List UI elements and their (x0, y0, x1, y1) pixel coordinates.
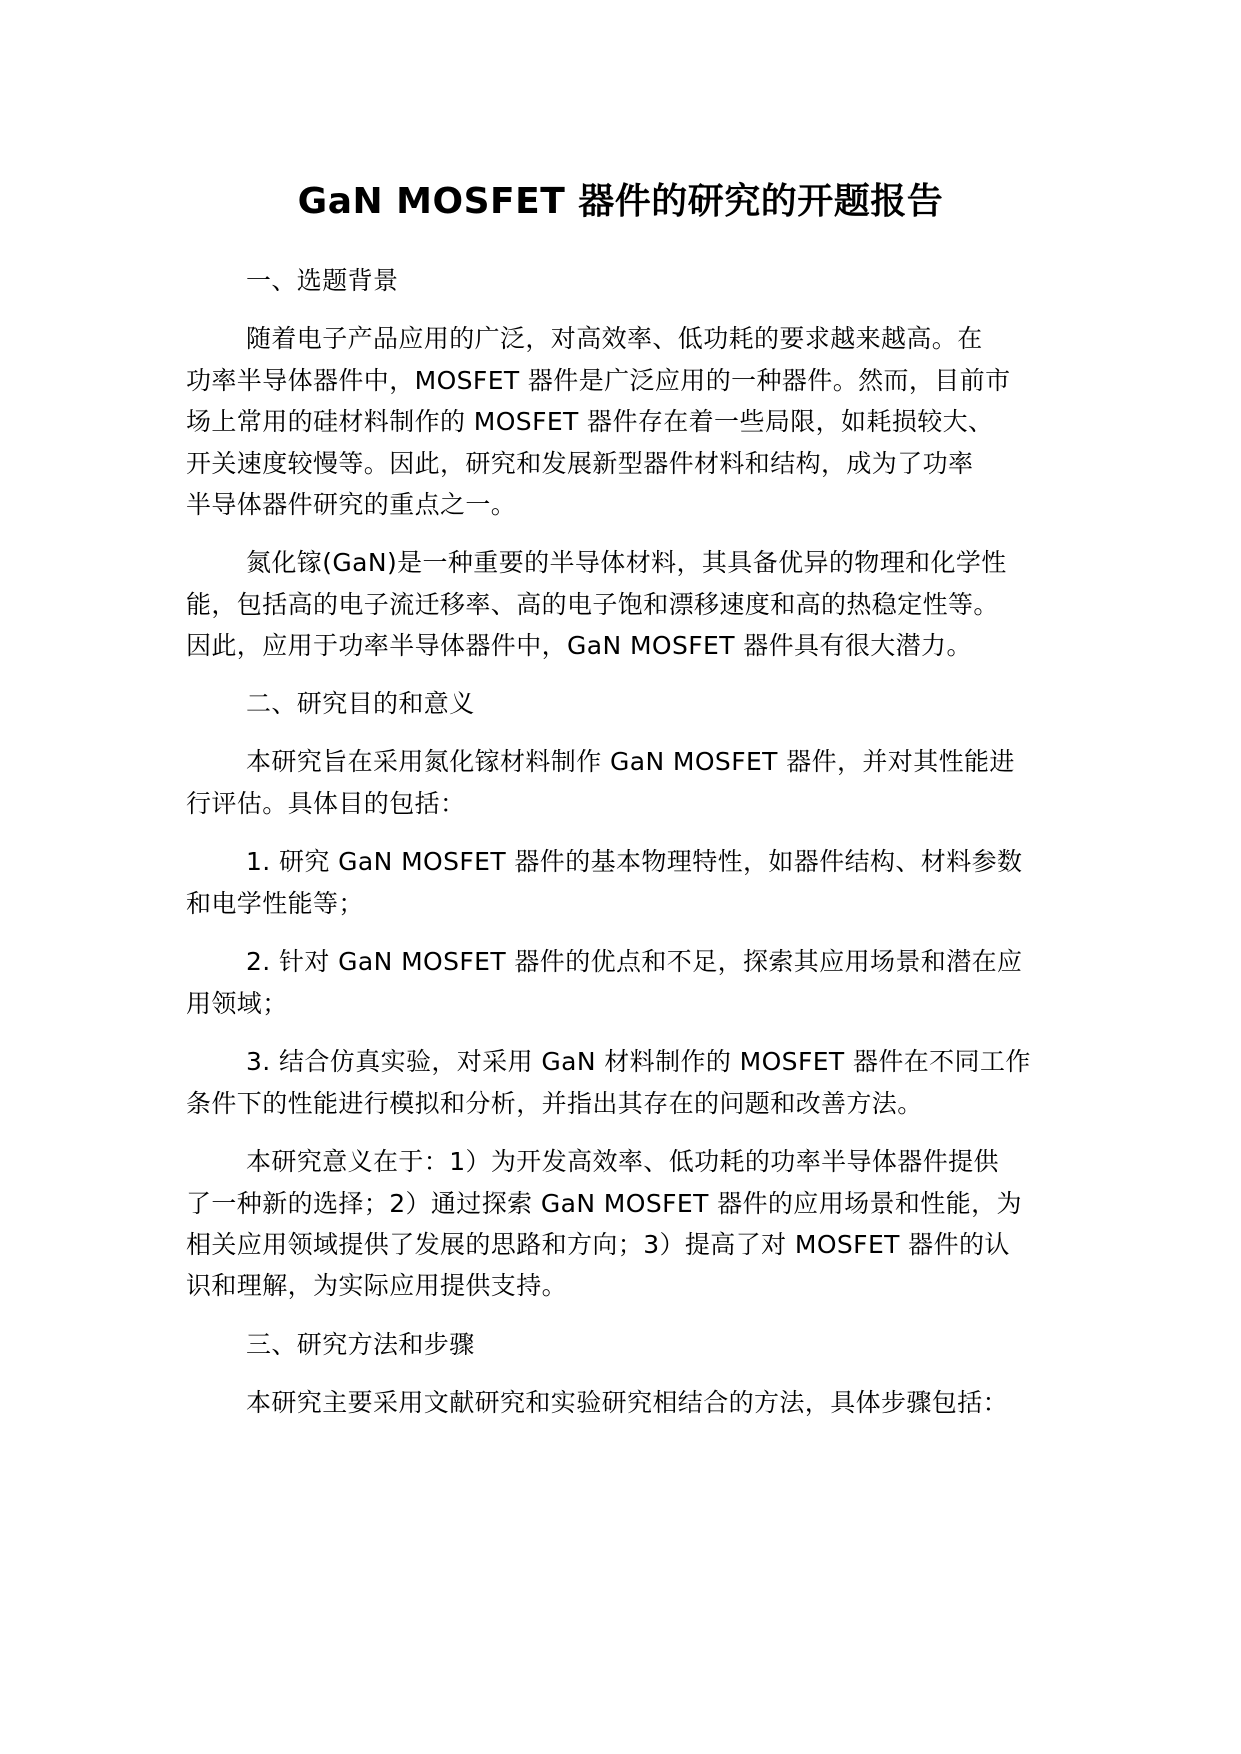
list-item-line: 1. 研究 GaN MOSFET 器件的基本物理特性，如器件结构、材料参数 (246, 847, 1023, 876)
paragraph-line: 本研究旨在采用氮化镓材料制作 GaN MOSFET 器件，并对其性能进 (246, 747, 1015, 776)
section-heading-background: 一、选题背景 (246, 266, 399, 295)
section-heading-purpose: 二、研究目的和意义 (246, 689, 475, 718)
paragraph-line: 行评估。具体目的包括： (186, 789, 466, 818)
paragraph-line: 能，包括高的电子流迁移率、高的电子饱和漂移速度和高的热稳定性等。 (186, 590, 999, 619)
list-item-line: 条件下的性能进行模拟和分析，并指出其存在的问题和改善方法。 (186, 1089, 923, 1118)
paragraph-line: 半导体器件研究的重点之一。 (186, 490, 517, 519)
paragraph-line: 本研究意义在于：1）为开发高效率、低功耗的功率半导体器件提供 (246, 1147, 999, 1176)
list-item-line: 2. 针对 GaN MOSFET 器件的优点和不足，探索其应用场景和潜在应 (246, 947, 1023, 976)
document-title: GaN MOSFET 器件的研究的开题报告 (297, 181, 944, 222)
paragraph-line: 本研究主要采用文献研究和实验研究相结合的方法，具体步骤包括： (246, 1388, 1009, 1417)
paragraph-line: 随着电子产品应用的广泛，对高效率、低功耗的要求越来越高。在 (246, 324, 983, 353)
paragraph-line: 相关应用领域提供了发展的思路和方向；3）提高了对 MOSFET 器件的认 (186, 1230, 1010, 1259)
paragraph-line: 因此，应用于功率半导体器件中，GaN MOSFET 器件具有很大潜力。 (186, 631, 972, 660)
paragraph-line: 了一种新的选择；2）通过探索 GaN MOSFET 器件的应用场景和性能，为 (186, 1189, 1022, 1218)
list-item-line: 3. 结合仿真实验，对采用 GaN 材料制作的 MOSFET 器件在不同工作 (246, 1047, 1031, 1076)
paragraph-line: 场上常用的硅材料制作的 MOSFET 器件存在着一些局限，如耗损较大、 (186, 407, 994, 436)
paragraph-line: 氮化镓(GaN)是一种重要的半导体材料，其具备优异的物理和化学性 (246, 548, 1007, 577)
list-item-line: 用领域； (186, 989, 288, 1018)
paragraph-line: 功率半导体器件中，MOSFET 器件是广泛应用的一种器件。然而，目前市 (186, 366, 1011, 395)
paragraph-line: 识和理解，为实际应用提供支持。 (186, 1271, 568, 1300)
paragraph-line: 开关速度较慢等。因此，研究和发展新型器件材料和结构，成为了功率 (186, 449, 974, 478)
section-heading-methods: 三、研究方法和步骤 (246, 1330, 475, 1359)
list-item-line: 和电学性能等； (186, 889, 364, 918)
